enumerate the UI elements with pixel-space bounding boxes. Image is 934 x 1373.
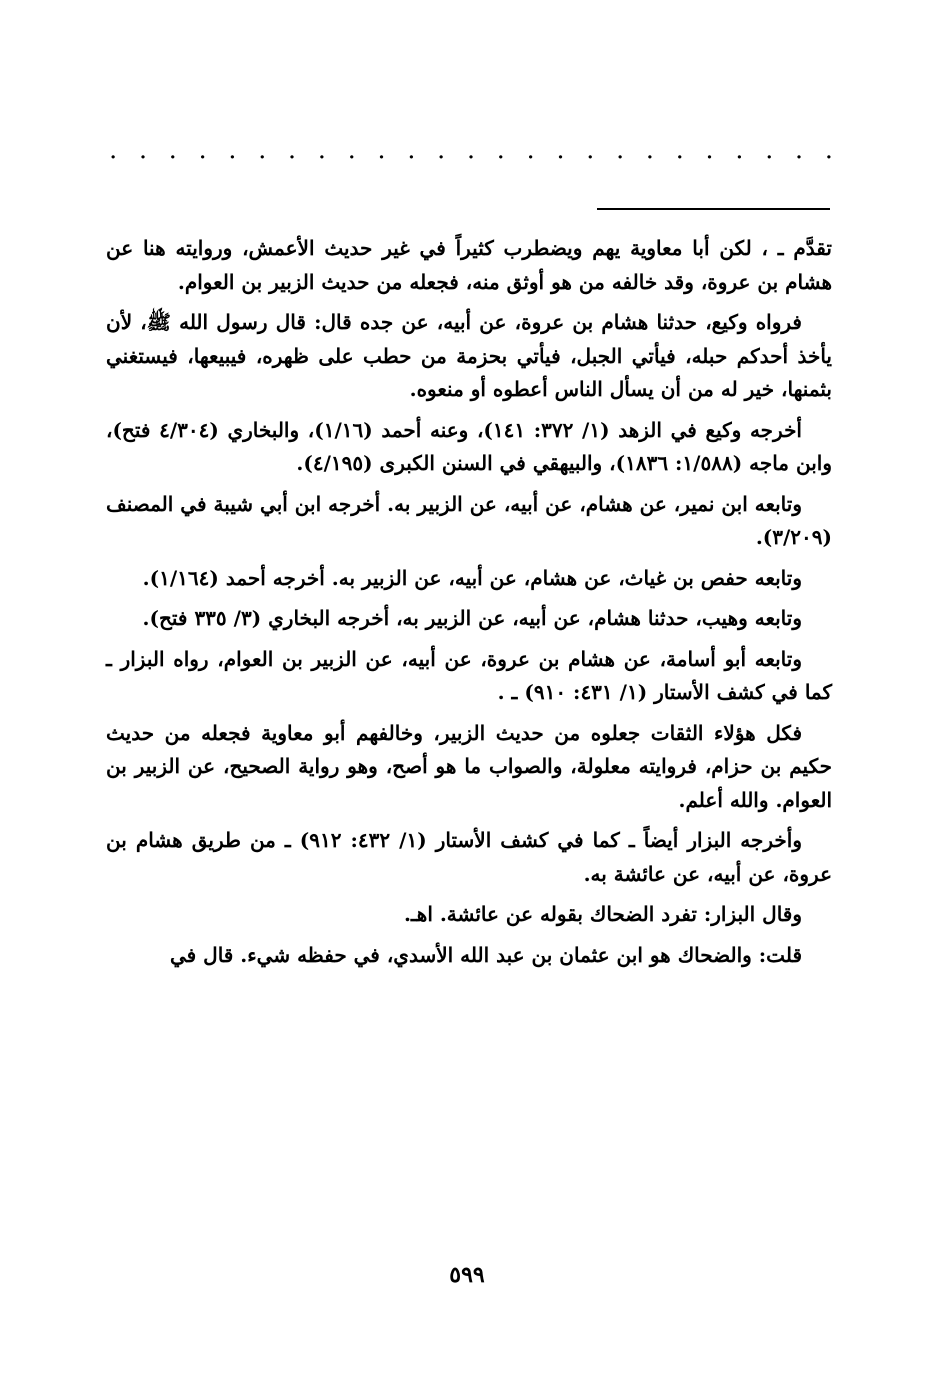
paragraph-3: أخرجه وكيع في الزهد (١/ ٣٧٢: ١٤١)، وعنه أحمد (١/١٦)، والبخاري (٤/٣٠٤ فتح)، وابن ماجه (١/٥٨٨: ١٨٣٦)، والبيهقي في السنن الكبرى (٤/١٩٥). [106, 417, 832, 475]
paragraph-9: وأخرجه البزار أيضاً ـ كما في كشف الأستار (١/ ٤٣٢: ٩١٢) ـ من طريق هشام بن عروة، عن أبيه، عن عائشة به. [106, 828, 832, 886]
footnote-body [106, 232, 832, 979]
paragraph-4: وتابعه ابن نمير، عن هشام، عن أبيه، عن الزبير به. أخرجه ابن أبي شيبة في المصنف (٣/٢٠٩). [106, 491, 832, 549]
paragraph-5: وتابعه حفص بن غياث، عن هشام، عن أبيه، عن الزبير به. أخرجه أحمد (١/١٦٤). [142, 565, 802, 590]
paragraph-8: فكل هؤلاء الثقات جعلوه من حديث الزبير، وخالفهم أبو معاوية فجعله من حديث حكيم بن حزام، فروايته معلولة، والصواب ما هو أصح، وهو رواية الصحيح، عن الزبير بن العوام. والله أعلم. [106, 720, 832, 812]
paragraph-11: قلت: والضحاك هو ابن عثمان بن عبد الله الأسدي، في حفظه شيء. قال في [169, 942, 802, 967]
separator-dots: · · · · · · · · · · · · · · · · · · · · · · · · · [110, 147, 832, 168]
paragraph-1: تقدَّم ـ ، لكن أبا معاوية يهم ويضطرب كثيراً في غير حديث الأعمش، وروايته هنا عن هشام بن عروة، وقد خالفه من هو أوثق منه، فجعله من حديث الزبير بن العوام. [106, 236, 832, 294]
paragraph-7: وتابعه أبو أسامة، عن هشام بن عروة، عن أبيه، عن الزبير بن العوام، رواه البزار ـ كما في كشف الأستار (١/ ٤٣١: ٩١٠) ـ . [106, 646, 832, 704]
paragraph-6: وتابعه وهيب، حدثنا هشام، عن أبيه، عن الزبير به، أخرجه البخاري (٣/ ٣٣٥ فتح). [142, 606, 802, 630]
footnote-rule [597, 208, 830, 210]
paragraph-10: وقال البزار: تفرد الضحاك بقوله عن عائشة. اهـ. [403, 902, 802, 926]
page-number: ٥٩٩ [449, 1262, 485, 1288]
paragraph-2: فرواه وكيع، حدثنا هشام بن عروة، عن أبيه، عن جده قال: قال رسول الله ﷺ، لأن يأخذ أحدكم حبله، فيأتي الجبل، فيأتي بحزمة من حطب على ظهره، فيبيعها، فيستغني بثمنها، خير له من أن يسأل الناس أعطوه أو منعوه. [106, 310, 832, 401]
